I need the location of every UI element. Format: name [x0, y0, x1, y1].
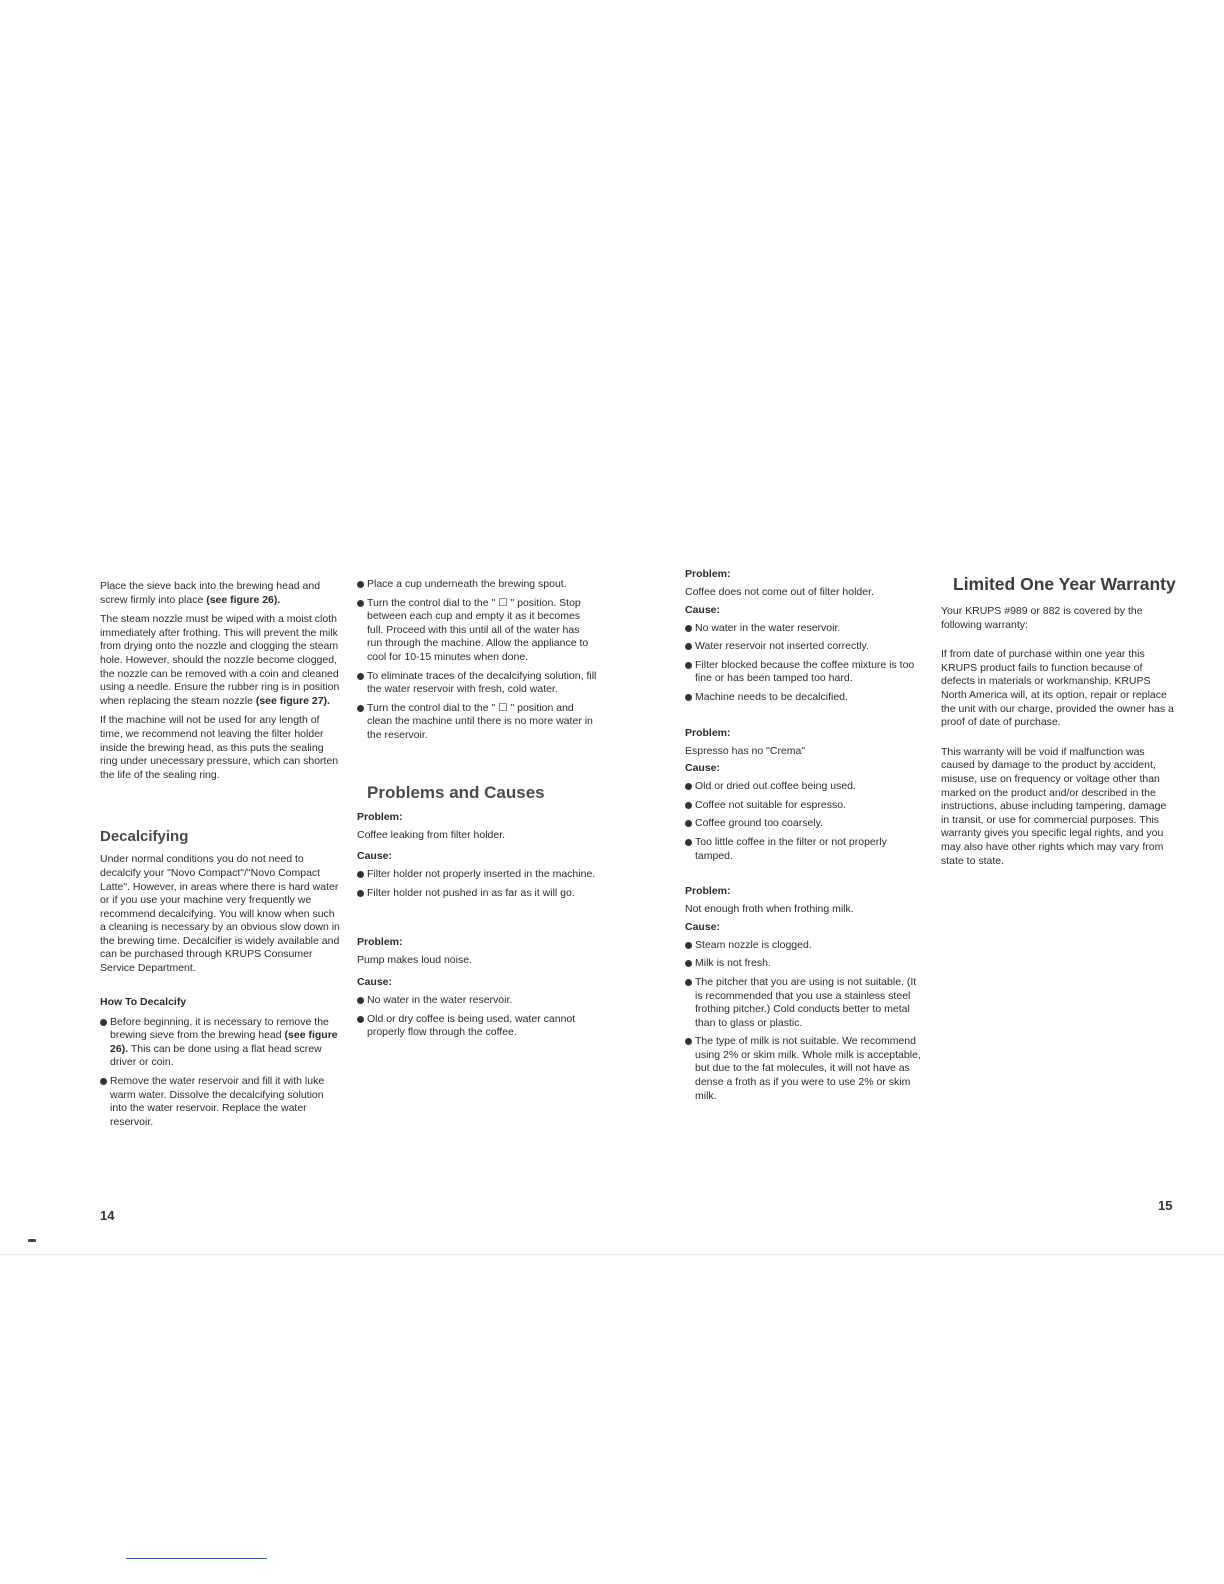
bullet-icon	[100, 1019, 107, 1026]
problem-text: Pump makes loud noise.	[357, 954, 472, 967]
list-item: Filter holder not pushed in as far as it will go.	[357, 887, 597, 901]
problem-text: Coffee leaking from filter holder.	[357, 828, 506, 841]
heading-problems-causes: Problems and Causes	[367, 782, 545, 802]
heading-decalcifying: Decalcifying	[100, 828, 189, 846]
list-item: Turn the control dial to the " ☐ " position. Stop between each cup and empty it as it becomes full. Proceed with this until all of the water has run through the machine. Allow the appliance to cool for 10-15 minutes when done.	[357, 597, 597, 665]
bullet-icon	[685, 1038, 692, 1045]
bullet-icon	[685, 694, 692, 701]
list-item: Coffee not suitable for espresso.	[685, 799, 923, 813]
page-number-right: 15	[1158, 1198, 1173, 1213]
problem-label: Problem:	[685, 726, 731, 739]
cause-label: Cause:	[685, 603, 721, 616]
cause-list	[685, 622, 923, 705]
right-column-1	[685, 568, 923, 1108]
bullet-icon	[357, 581, 364, 588]
left-column-2	[357, 578, 597, 1045]
bullet-icon	[357, 1016, 364, 1023]
bullet-icon	[357, 997, 364, 1004]
problem-label: Problem:	[685, 568, 731, 580]
list-item: Water reservoir not inserted correctly.	[685, 640, 923, 654]
scan-mark	[28, 1239, 36, 1242]
bullet-icon	[685, 839, 692, 846]
list-item: Filter holder not properly inserted in the machine.	[357, 868, 597, 882]
bullet-icon	[357, 871, 364, 878]
problem-text: Espresso has no "Crema"	[685, 744, 806, 757]
list-item: Before beginning, it is necessary to remove the brewing sieve from the brewing head (see figure 26). This can be done using a flat head screw driver or coin.	[100, 1016, 340, 1070]
blue-underline	[126, 1558, 267, 1559]
list-item: Turn the control dial to the " ☐ " position and clean the machine until there is no more water in the reservoir.	[357, 702, 597, 743]
list-item: To eliminate traces of the decalcifying solution, fill the water reservoir with fresh, cold water.	[357, 670, 597, 697]
bullet-icon	[357, 600, 364, 607]
bullet-icon	[357, 890, 364, 897]
cause-list	[357, 994, 597, 1040]
list-item: Coffee ground too coarsely.	[685, 817, 923, 831]
decalcify-steps-continued	[357, 578, 597, 743]
paragraph-warranty-intro: Your KRUPS #989 or 882 is covered by the following warranty:	[941, 605, 1143, 631]
bullet-icon	[685, 820, 692, 827]
heading-warranty: Limited One Year Warranty	[953, 574, 1176, 594]
paragraph-sieve: Place the sieve back into the brewing head and screw firmly into place (see figure 26).	[100, 580, 321, 606]
problem-text: Not enough froth when frothing milk.	[685, 903, 854, 916]
bullet-icon	[100, 1078, 107, 1085]
list-item: No water in the water reservoir.	[685, 622, 923, 636]
bullet-icon	[357, 673, 364, 680]
page-number-left: 14	[100, 1208, 115, 1223]
left-column-1	[100, 580, 340, 1134]
list-item: Old or dried out coffee being used.	[685, 780, 923, 794]
scan-edge-line	[0, 1254, 1224, 1255]
cause-label: Cause:	[685, 920, 721, 933]
paragraph-warranty-terms: If from date of purchase within one year this KRUPS product fails to function because of defects in materials or workmanship, KRUPS North America will, at its option, repair or replace the unit with our charge, provided the owner has a proof of date of purchase.	[941, 648, 1174, 729]
cause-label: Cause:	[357, 975, 393, 988]
paragraph-decalcify-intro: Under normal conditions you do not need to decalcify your "Novo Compact"/"Novo Compact Latte". However, in areas where there is hard water or if you use your machine very frequently we recommend decalcifying. You will know when such a cleaning is necessary by an obvious slow down in the brewing time. Decalcifier is widely available and can be purchased through KRUPS Consumer Service Department.	[100, 853, 340, 975]
list-item: Remove the water reservoir and fill it with luke warm water. Dissolve the decalcifying solution into the water reservoir. Replace the water reservoir.	[100, 1075, 340, 1129]
bullet-icon	[685, 979, 692, 986]
paragraph-steam-nozzle: The steam nozzle must be wiped with a moist cloth immediately after frothing. This will prevent the milk from drying onto the nozzle and clogging the steam hole. However, should the nozzle become clogged, the nozzle can be removed with a coin and cleaned using a needle. Ensure the rubber ring is in position when replacing the steam nozzle (see figure 27).	[100, 613, 340, 707]
list-item: The pitcher that you are using is not suitable. (It is recommended that you use a stainless steel frothing pitcher.) Cold conducts better to metal than to glass or plastic.	[685, 976, 923, 1030]
right-column-2	[941, 574, 1177, 874]
bullet-icon	[357, 705, 364, 712]
list-item: Old or dry coffee is being used, water cannot properly flow through the coffee.	[357, 1013, 597, 1040]
bullet-icon	[685, 662, 692, 669]
paragraph-warranty-void: This warranty will be void if malfunction was caused by damage to the product by accident, misuse, use on frequency or voltage other than marked on the product and/or described in the instructions, abuse including tampering, damage in transit, or use for commercial purposes. This warranty gives you specific legal rights, and you may also have other rights which may vary from state to state.	[941, 745, 1167, 867]
list-item: Place a cup underneath the brewing spout.	[357, 578, 597, 592]
bullet-icon	[685, 802, 692, 809]
cause-list	[685, 939, 923, 1104]
decalcify-steps	[100, 1016, 340, 1130]
list-item: Too little coffee in the filter or not properly tamped.	[685, 836, 923, 863]
bullet-icon	[685, 643, 692, 650]
problem-label: Problem:	[357, 810, 403, 823]
subheading-how-to-decalcify: How To Decalcify	[100, 995, 187, 1008]
bullet-icon	[685, 960, 692, 967]
problem-label: Problem:	[685, 885, 731, 898]
problem-label: Problem:	[357, 936, 403, 949]
list-item: No water in the water reservoir.	[357, 994, 597, 1008]
bullet-icon	[685, 942, 692, 949]
bullet-icon	[685, 625, 692, 632]
cause-label: Cause:	[685, 762, 721, 775]
cause-list	[357, 868, 597, 900]
list-item: Milk is not fresh.	[685, 957, 923, 971]
list-item: Steam nozzle is clogged.	[685, 939, 923, 953]
list-item: The type of milk is not suitable. We recommend using 2% or skim milk. Whole milk is acceptable, but due to the fat molecules, it will not have as dense a froth as if you were to use 2% or skim milk.	[685, 1035, 923, 1103]
problem-text: Coffee does not come out of filter holder.	[685, 586, 874, 598]
list-item: Machine needs to be decalcified.	[685, 691, 923, 705]
cause-label: Cause:	[357, 850, 393, 863]
list-item: Filter blocked because the coffee mixture is too fine or has been tamped too hard.	[685, 659, 923, 686]
bullet-icon	[685, 783, 692, 790]
paragraph-filter-holder: If the machine will not be used for any length of time, we recommend not leaving the filter holder inside the brewing head, as this puts the sealing ring under unecessary pressure, which can shorten the life of the sealing ring.	[100, 714, 339, 781]
cause-list	[685, 780, 923, 863]
